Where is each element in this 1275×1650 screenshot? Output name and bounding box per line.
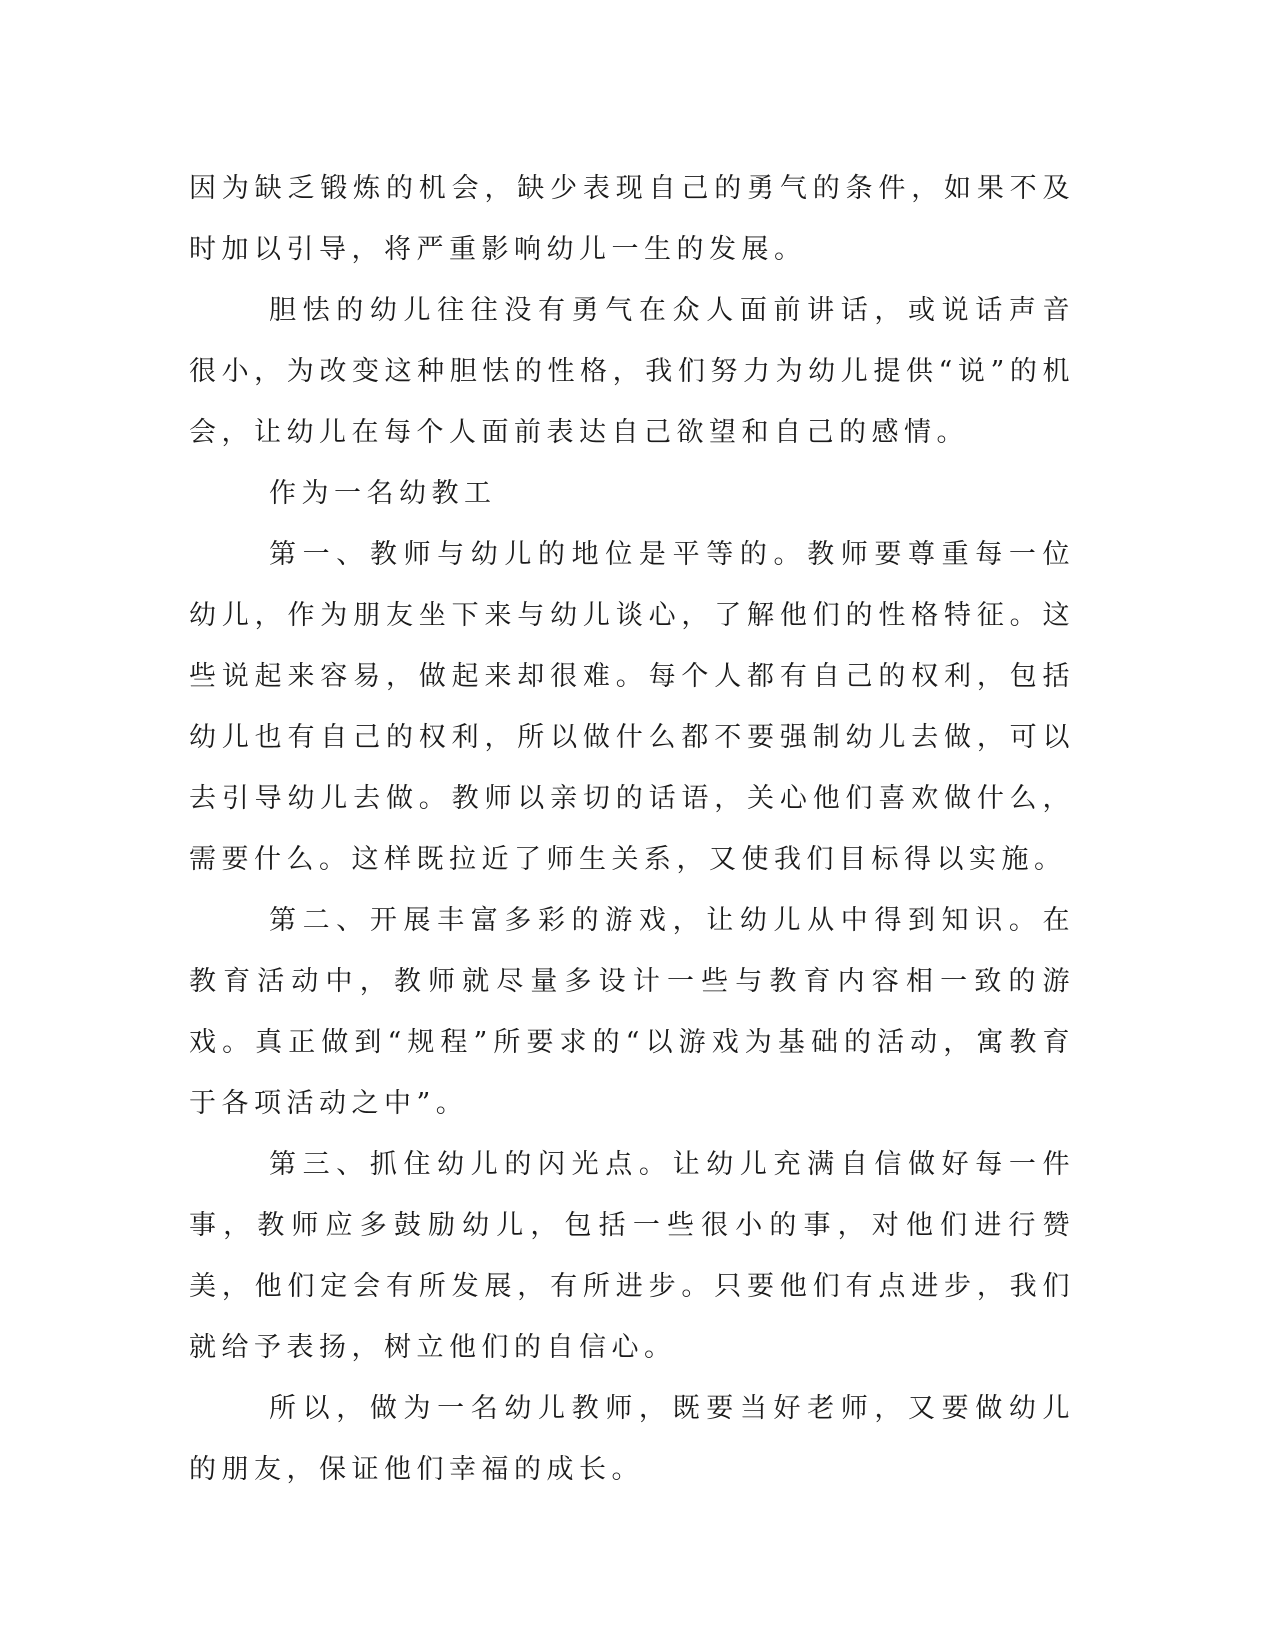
paragraph: 作为一名幼教工	[269, 478, 497, 509]
paragraph: 第三、抓住幼儿的闪光点。让幼儿充满自信做好每一件事，教师应多鼓励幼儿，包括一些很小的事，对他们进行赞美，他们定会有所发展，有所进步。只要他们有点进步，我们就给予表扬，树立他们的自信心。	[189, 1149, 1075, 1363]
paragraph: 第一、教师与幼儿的地位是平等的。教师要尊重每一位幼儿，作为朋友坐下来与幼儿谈心，了解他们的性格特征。这些说起来容易，做起来却很难。每个人都有自己的权利，包括幼儿也有自己的权利，所以做什么都不要强制幼儿去做，可以去引导幼儿去做。教师以亲切的话语，关心他们喜欢做什么，需要什么。这样既拉近了师生关系，又使我们目标得以实施。	[189, 539, 1075, 875]
paragraph: 所以，做为一名幼儿教师，既要当好老师，又要做幼儿的朋友，保证他们幸福的成长。	[189, 1393, 1075, 1485]
paragraph: 因为缺乏锻炼的机会，缺少表现自己的勇气的条件，如果不及时加以引导，将严重影响幼儿一生的发展。	[189, 173, 1075, 265]
paragraph: 胆怯的幼儿往往没有勇气在众人面前讲话，或说话声音很小，为改变这种胆怯的性格，我们努力为幼儿提供“说”的机会，让幼儿在每个人面前表达自己欲望和自己的感情。	[189, 295, 1075, 448]
paragraph: 第二、开展丰富多彩的游戏，让幼儿从中得到知识。在教育活动中，教师就尽量多设计一些与教育内容相一致的游戏。真正做到“规程”所要求的“以游戏为基础的活动，寓教育于各项活动之中”。	[189, 905, 1075, 1119]
document-body	[189, 158, 1075, 1500]
